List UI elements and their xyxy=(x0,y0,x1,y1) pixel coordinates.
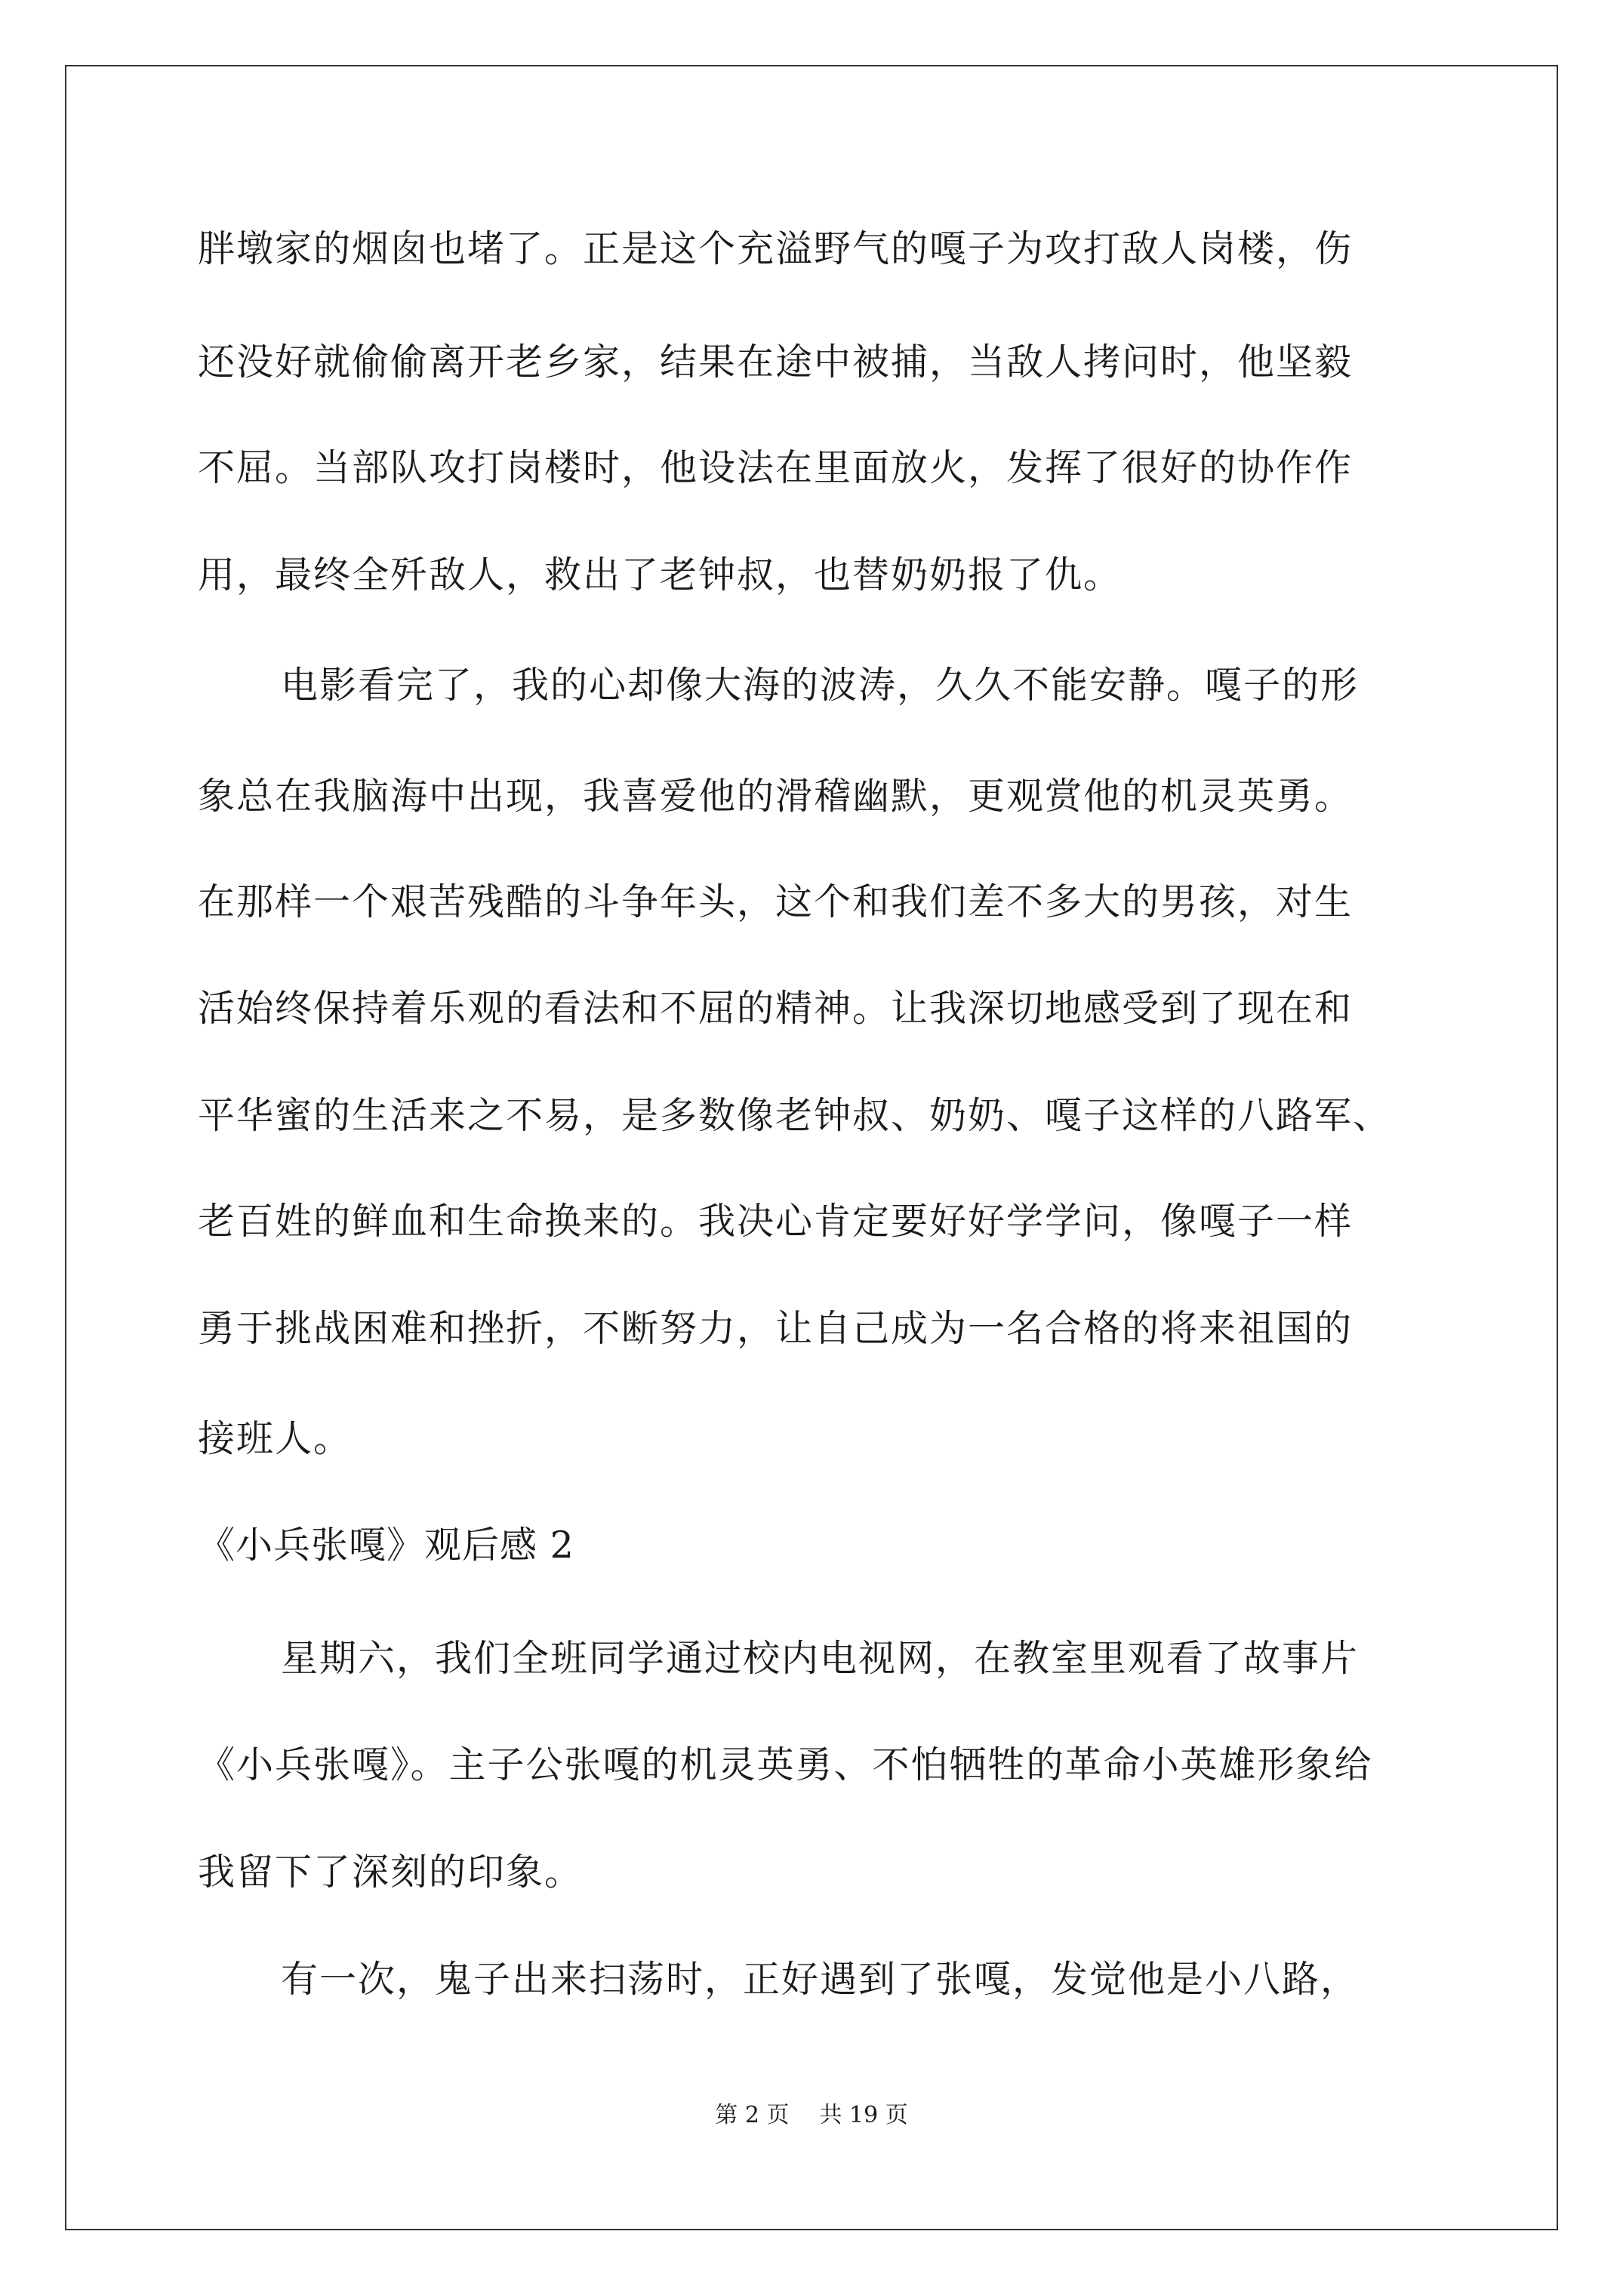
paragraph-line: 勇于挑战困难和挫折，不断努力，让自己成为一名合格的将来祖国的 xyxy=(198,1307,1354,1350)
page-footer xyxy=(0,2100,1623,2131)
paragraph-line: 《小兵张嘎》。主子公张嘎的机灵英勇、不怕牺牲的革命小英雄形象给 xyxy=(198,1743,1373,1786)
section-heading: 《小兵张嘎》观后感 2 xyxy=(198,1524,574,1567)
paragraph-line: 我留下了深刻的印象。 xyxy=(198,1851,584,1894)
paragraph-line: 不屈。当部队攻打岗楼时，他设法在里面放火，发挥了很好的协作作 xyxy=(198,446,1354,489)
paragraph-line: 星期六，我们全班同学通过校内电视网，在教室里观看了故事片 xyxy=(281,1637,1360,1680)
paragraph-line: 用，最终全歼敌人，救出了老钟叔，也替奶奶报了仇。 xyxy=(198,553,1123,596)
paragraph-line: 老百姓的鲜血和生命换来的。我决心肯定要好好学学问，像嘎子一样 xyxy=(198,1200,1354,1243)
paragraph-line: 平华蜜的生活来之不易，是多数像老钟叔、奶奶、嘎子这样的八路军、 xyxy=(198,1094,1392,1137)
paragraph-line: 胖墩家的烟囱也堵了。正是这个充溢野气的嘎子为攻打敌人岗楼，伤 xyxy=(198,227,1354,270)
paragraph-line: 还没好就偷偷离开老乡家，结果在途中被捕，当敌人拷问时，他坚毅 xyxy=(198,341,1354,384)
paragraph-line: 电影看完了，我的心却像大海的波涛，久久不能安静。嘎子的形 xyxy=(281,664,1360,707)
page-border xyxy=(65,65,1558,2230)
paragraph-line: 接班人。 xyxy=(198,1417,353,1460)
paragraph-line: 象总在我脑海中出现，我喜爱他的滑稽幽默，更观赏他的机灵英勇。 xyxy=(198,775,1354,818)
page-total: 共 19 页 xyxy=(819,2102,908,2128)
paragraph-line: 在那样一个艰苦残酷的斗争年头，这个和我们差不多大的男孩，对生 xyxy=(198,880,1354,923)
paragraph-line: 活始终保持着乐观的看法和不屈的精神。让我深切地感受到了现在和 xyxy=(198,987,1354,1030)
paragraph-line: 有一次，鬼子出来扫荡时，正好遇到了张嘎，发觉他是小八路， xyxy=(281,1958,1360,2001)
page-number: 第 2 页 xyxy=(715,2102,790,2128)
